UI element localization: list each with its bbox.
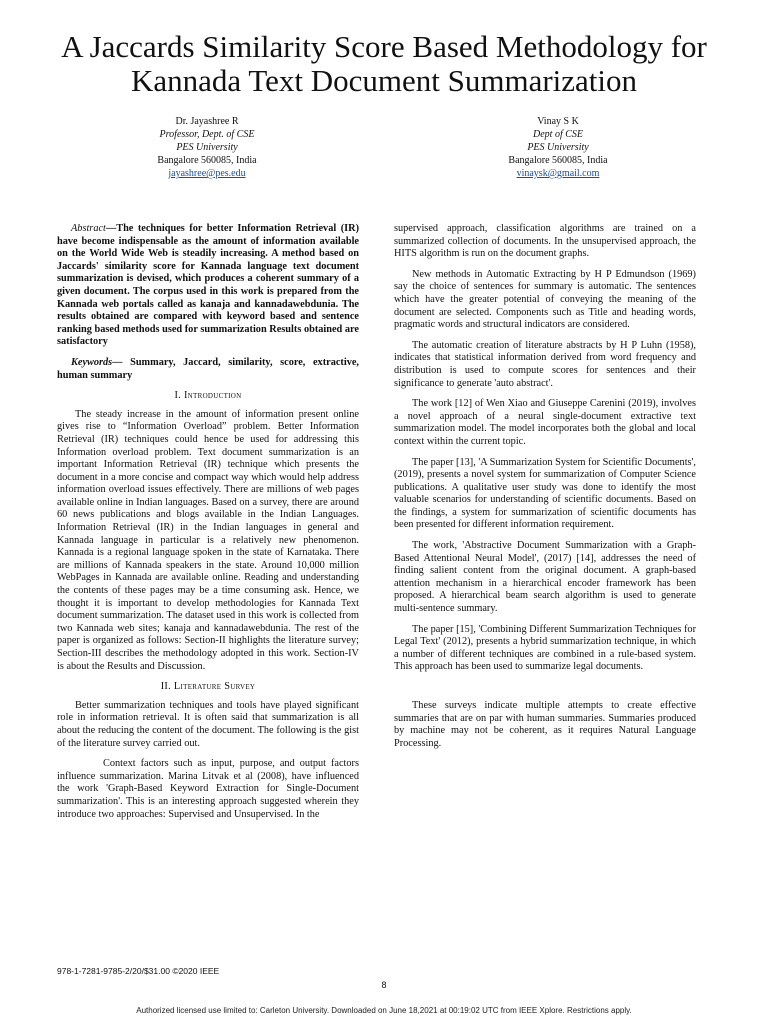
author-block-1 <box>97 115 317 180</box>
author-block-2 <box>448 115 668 180</box>
paper-title <box>20 30 748 98</box>
license-notice: Authorized licensed use limited to: Carleton University. Downloaded on June 18,2021 at 00:19:02 UTC from IEEE Xplore. Restrictions apply. <box>136 1006 632 1015</box>
paragraph-ref-14: The work, 'Abstractive Document Summarization with a Graph-Based Attentional Neural Model', (2017) [14], addresses the need of finding salient content from the original document. A graph-based attention mechanism in a hierarchical encoder framework has been proposed. A hierarchical beam search algorithm is used to generate multi-sentence summary. <box>394 540 696 615</box>
author-position: Dept of CSE <box>533 129 583 140</box>
left-column <box>57 223 359 829</box>
page-number: 8 <box>381 980 387 990</box>
author-location: Bangalore 560085, India <box>508 155 608 166</box>
author-location: Bangalore 560085, India <box>157 155 257 166</box>
keywords-lead: Keywords— <box>71 356 123 368</box>
paragraph-ref-15: The paper [15], 'Combining Different Summarization Techniques for Legal Text' (2012), presents a hybrid summarization technique, in which a number of different techniques are combined in a rule-based system. This approach has been used to summarize legal documents. <box>394 623 696 673</box>
author-institution: PES University <box>176 142 238 153</box>
section-number: II. <box>160 681 172 693</box>
author-name: Dr. Jayashree R <box>175 116 239 127</box>
right-column <box>394 223 696 758</box>
abstract <box>57 223 359 349</box>
section-title: Literature Survey <box>173 681 256 693</box>
author-name: Vinay S K <box>537 116 579 127</box>
literature-paragraph-1: Better summarization techniques and tools have played significant role in information retrieval. It is often said that summarization is all about the reducing the content of the document. The following is the gist of the literature survey carried out. <box>57 699 359 749</box>
abstract-text: —The techniques for better Information Retrieval (IR) have become indispensable as the amount of information available on the World Wide Web is steadily increasing. A method based on Jaccards' similarity score for Kannada language text document summarization is devised, which produces a coherent summary of a given document. The corpus used in this work is prepared from the Kannada web portals called as kanaja and kannadawebdunia. The results obtained are compared with keyword based and sentence ranking based methods used for summarization Results obtained are satisfactory <box>57 223 359 348</box>
copyright-notice: 978-1-7281-9785-2/20/$31.00 ©2020 IEEE <box>57 966 220 976</box>
author-email-link[interactable]: vinaysk@gmail.com <box>516 168 600 179</box>
section-heading-intro <box>57 390 359 403</box>
paragraph-continuation: supervised approach, classification algorithms are trained on a summarized collection of documents. In the unsupervised approach, the HITS algorithm is run on the document graphs. <box>394 223 696 260</box>
section-number: I. <box>174 390 182 402</box>
section-heading-literature <box>57 681 359 694</box>
keywords <box>57 357 359 382</box>
author-email-link[interactable]: jayashree@pes.edu <box>168 168 246 179</box>
title-line-2: Kannada Text Document Summarization <box>130 63 638 98</box>
paragraph-ref-13: The paper [13], 'A Summarization System for Scientific Documents', (2019), presents a novel system for summarization of Computer Science publications. A qualitative user study was done to identify the most valuable scenarios for understanding of scientific documents. Based on the findings, a system for summarization of scientific documents has been presented for different information requirement. <box>394 456 696 531</box>
paragraph-luhn: The automatic creation of literature abstracts by H P Luhn (1958), indicates that statistical information derived from word frequency and distribution is used to compute scores for sentences and their significance to generate 'auto abstract'. <box>394 339 696 389</box>
paragraph-conclusion: These surveys indicate multiple attempts to create effective summaries that are on par with human summaries. Summaries produced by machine may not be coherent, as it requires Natural Language Processing. <box>394 700 696 749</box>
intro-paragraph: The steady increase in the amount of information present online gives rise to “Information Overload” problem. Better Information Retrieval (IR) techniques could hence be used for addressing this Information overload problem. Text document summarization is an important Information Retrieval (IR) technique which presents the document in a more concise and compact way which would help address information overload issues effectively. There are millions of web pages available online in Indian languages. Based on a survey, there are around 60 news publications and blogs available in the Indian Languages. Information Retrieval (IR) in the Indian languages in general and Kannada language in particular is a relatively new phenomenon. Kannada is a regional language spoken in the state of Karnataka. There are millions of Kannada speakers in the state. Around 10,000 million WebPages in Kannada are available online. Reading and understanding the contents of these pages may be a time consuming ask. Hence, we thought it is important to develop methodologies for Kannada Text document summarization. The dataset used in this work is collected from two Kannada web sites; kanaja and kannadawebdunia. The rest of the paper is organized as follows: Section-II highlights the literature survey; Section-III describes the methodology adopted in this work. Section-IV is about the Results and Discussion. <box>57 408 359 672</box>
paragraph-ref-12: The work [12] of Wen Xiao and Giuseppe Carenini (2019), involves a novel approach of a neural single-document extractive text summarization model. The model incorporates both the global and local context within the current topic. <box>394 398 696 447</box>
keywords-text: Summary, Jaccard, similarity, score, extractive, human summary <box>57 356 359 381</box>
title-line-1: A Jaccards Similarity Score Based Methodology for <box>61 29 707 64</box>
paragraph-edmundson: New methods in Automatic Extracting by H P Edmundson (1969) say the choice of sentences for summary is automatic. The sentences which have the greater potential of conveying the meaning of the document are selected. Components such as Title and heading words, pragmatic words and structural indicators are considered. <box>394 268 696 331</box>
abstract-lead: Abstract <box>71 223 106 234</box>
author-position: Professor, Dept. of CSE <box>159 129 255 140</box>
section-title: Introduction <box>183 390 242 402</box>
paragraph-gap <box>394 682 696 700</box>
literature-paragraph-2: Context factors such as input, purpose, and output factors influence summarization. Marina Litvak et al (2008), have influenced the work 'Graph-Based Keyword Extraction for Single-Document summarization'. This is an interesting approach suggested wherein they introduce two approaches: Supervised and Unsupervised. In the <box>57 758 359 820</box>
author-institution: PES University <box>527 142 589 153</box>
